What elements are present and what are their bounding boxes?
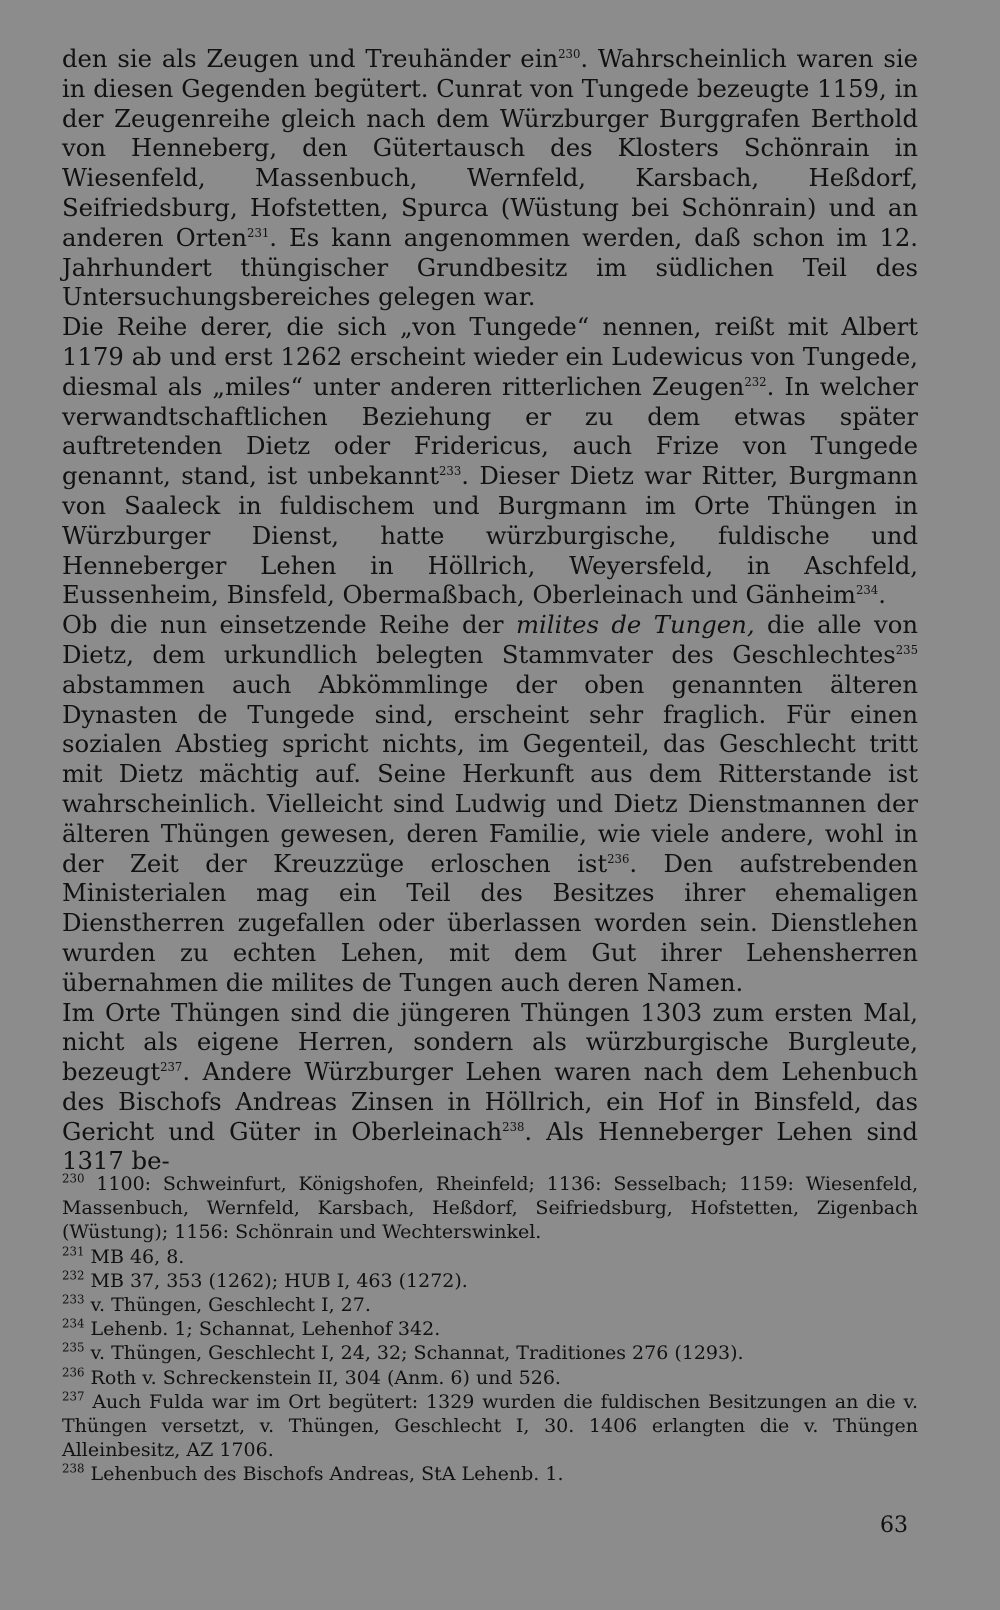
- paragraph: Im Orte Thüngen sind die jüngeren Thüngen 1303 zum ersten Mal, nicht als eigene Herren, sondern als würzburgische Burgleute, bezeugt$^{237}$. Andere Würzburger Lehen waren nach dem Lehenbuch des Bischofs Andreas Zinsen in Höllrich, ein Hof in Binsfeld, das Gericht und Güter in Oberleinach$^{238}$. Als Henneberger Lehen sind 1317 be-: [62, 997, 918, 1176]
- footnote-ref: 233: [439, 464, 462, 479]
- footnote-ref: 234: [855, 583, 879, 598]
- footnote: $^{230}$ 1100: Schweinfurt, Königshofen, Rheinfeld; 1136: Sesselbach; 1159: Wiesenfeld, Massenbuch, Wernfeld, Karsbach, Heßdorf, Seifriedsburg, Hofstetten, Zigenbach (Wüstung); 1156: Schönrain und Wechterswinkel.: [62, 1171, 918, 1244]
- footnote-ref: 238: [502, 1119, 525, 1134]
- footnote: $^{232}$ MB 37, 353 (1262); HUB I, 463 (1272).: [62, 1268, 468, 1292]
- footnote: $^{231}$ MB 46, 8.: [62, 1244, 185, 1268]
- footnote: $^{237}$ Auch Fulda war im Ort begütert: 1329 wurden die fuldischen Besitzungen an die v. Thüngen versetzt, v. Thüngen, Geschlecht I, 30. 1406 erlangten die v. Thüngen Alleinbesitz, AZ 1706.: [62, 1389, 918, 1462]
- footnote-number: 238: [62, 1462, 85, 1477]
- emphasis-text: milites de Tungen,: [515, 610, 755, 640]
- footnote: $^{235}$ v. Thüngen, Geschlecht I, 24, 32; Schannat, Traditiones 276 (1293).: [62, 1341, 744, 1365]
- footnote-number: 237: [62, 1389, 85, 1404]
- footnote: $^{233}$ v. Thüngen, Geschlecht I, 27.: [62, 1292, 371, 1317]
- footnote-number: 233: [62, 1292, 85, 1307]
- footnote: $^{234}$ Lehenb. 1; Schannat, Lehenhof 342.: [62, 1316, 441, 1341]
- footnote-number: 235: [62, 1341, 85, 1356]
- footnote-ref: 232: [744, 374, 767, 389]
- footnote-ref: 230: [558, 46, 581, 61]
- footnote-ref: 235: [895, 642, 918, 657]
- footnote-ref: 237: [160, 1060, 183, 1074]
- footnote: $^{236}$ Roth v. Schreckenstein II, 304 (Anm. 6) und 526.: [62, 1365, 561, 1389]
- paragraph: den sie als Zeugen und Treuhänder ein$^{230}$. Wahrscheinlich waren sie in diesen Gegenden begütert. Cunrat von Tungede bezeugte 1159, in der Zeugenreihe gleich nach dem Würzburger Burggrafen Berthold von Henneberg, den Gütertausch des Klosters Schönrain in Wiesenfeld, Massenbuch, Wernfeld, Karsbach, Heßdorf, Seifriedsburg, Hofstetten, Spurca (Wüstung bei Schönrain) und an anderen Orten$^{231}$. Es kann angenommen werden, daß schon im 12. Jahrhundert thüngischer Grundbesitz im südlichen Teil des Untersuchungsbereiches gelegen war.: [62, 44, 919, 312]
- footnote-ref: 236: [607, 851, 630, 866]
- footnote: $^{238}$ Lehenbuch des Bischofs Andreas, StA Lehenb. 1.: [62, 1462, 564, 1486]
- footnote-number: 230: [62, 1171, 85, 1186]
- paragraph: Die Reihe derer, die sich „von Tungede“ nennen, reißt mit Albert 1179 ab und erst 1262 erscheint wieder ein Ludewicus von Tungede, diesmal als „miles“ unter anderen ritterlichen Zeugen$^{232}$. In welcher verwandtschaftlichen Beziehung er zu dem etwas später auftretenden Dietz oder Fridericus, auch Frize von Tungede genannt, stand, ist unbekannt$^{233}$. Dieser Dietz war Ritter, Burgmann von Saaleck in fuldischem und Burgmann im Orte Thüngen in Würzburger Dienst, hatte würzburgische, fuldische und Henneberger Lehen in Höllrich, Weyersfeld, in Aschfeld, Eussenheim, Binsfeld, Obermaßbach, Oberleinach und Gänheim$^{234}$.: [62, 312, 918, 610]
- body-text: [62, 44, 918, 1176]
- footnote-ref: 231: [247, 225, 270, 240]
- footnote-number: 234: [62, 1316, 85, 1331]
- footnote-number: 231: [62, 1244, 85, 1259]
- page-number: 63: [880, 1513, 908, 1538]
- footnote-number: 236: [62, 1365, 85, 1380]
- footnotes: [62, 1172, 918, 1487]
- paragraph: Ob die nun einsetzende Reihe der milites de Tungen, die alle von Dietz, dem urkundlich belegten Stammvater des Geschlechtes$^{235}$ abstammen auch Abkömmlinge der oben genannten älteren Dynasten de Tungede sind, erscheint sehr fraglich. Für einen sozialen Abstieg spricht nichts, im Gegenteil, das Geschlecht tritt mit Dietz mächtig auf. Seine Herkunft aus dem Ritterstande ist wahrscheinlich. Vielleicht sind Ludwig und Dietz Dienstmannen der älteren Thüngen gewesen, deren Familie, wie viele andere, wohl in der Zeit der Kreuzzüge erloschen ist$^{236}$. Den aufstrebenden Ministerialen mag ein Teil des Besitzes ihrer ehemaligen Dienstherren zugefallen oder überlassen worden sein. Dienstlehen wurden zu echten Lehen, mit dem Gut ihrer Lehensherren übernahmen die milites de Tungen auch deren Namen.: [62, 610, 918, 997]
- footnote-number: 232: [62, 1268, 85, 1283]
